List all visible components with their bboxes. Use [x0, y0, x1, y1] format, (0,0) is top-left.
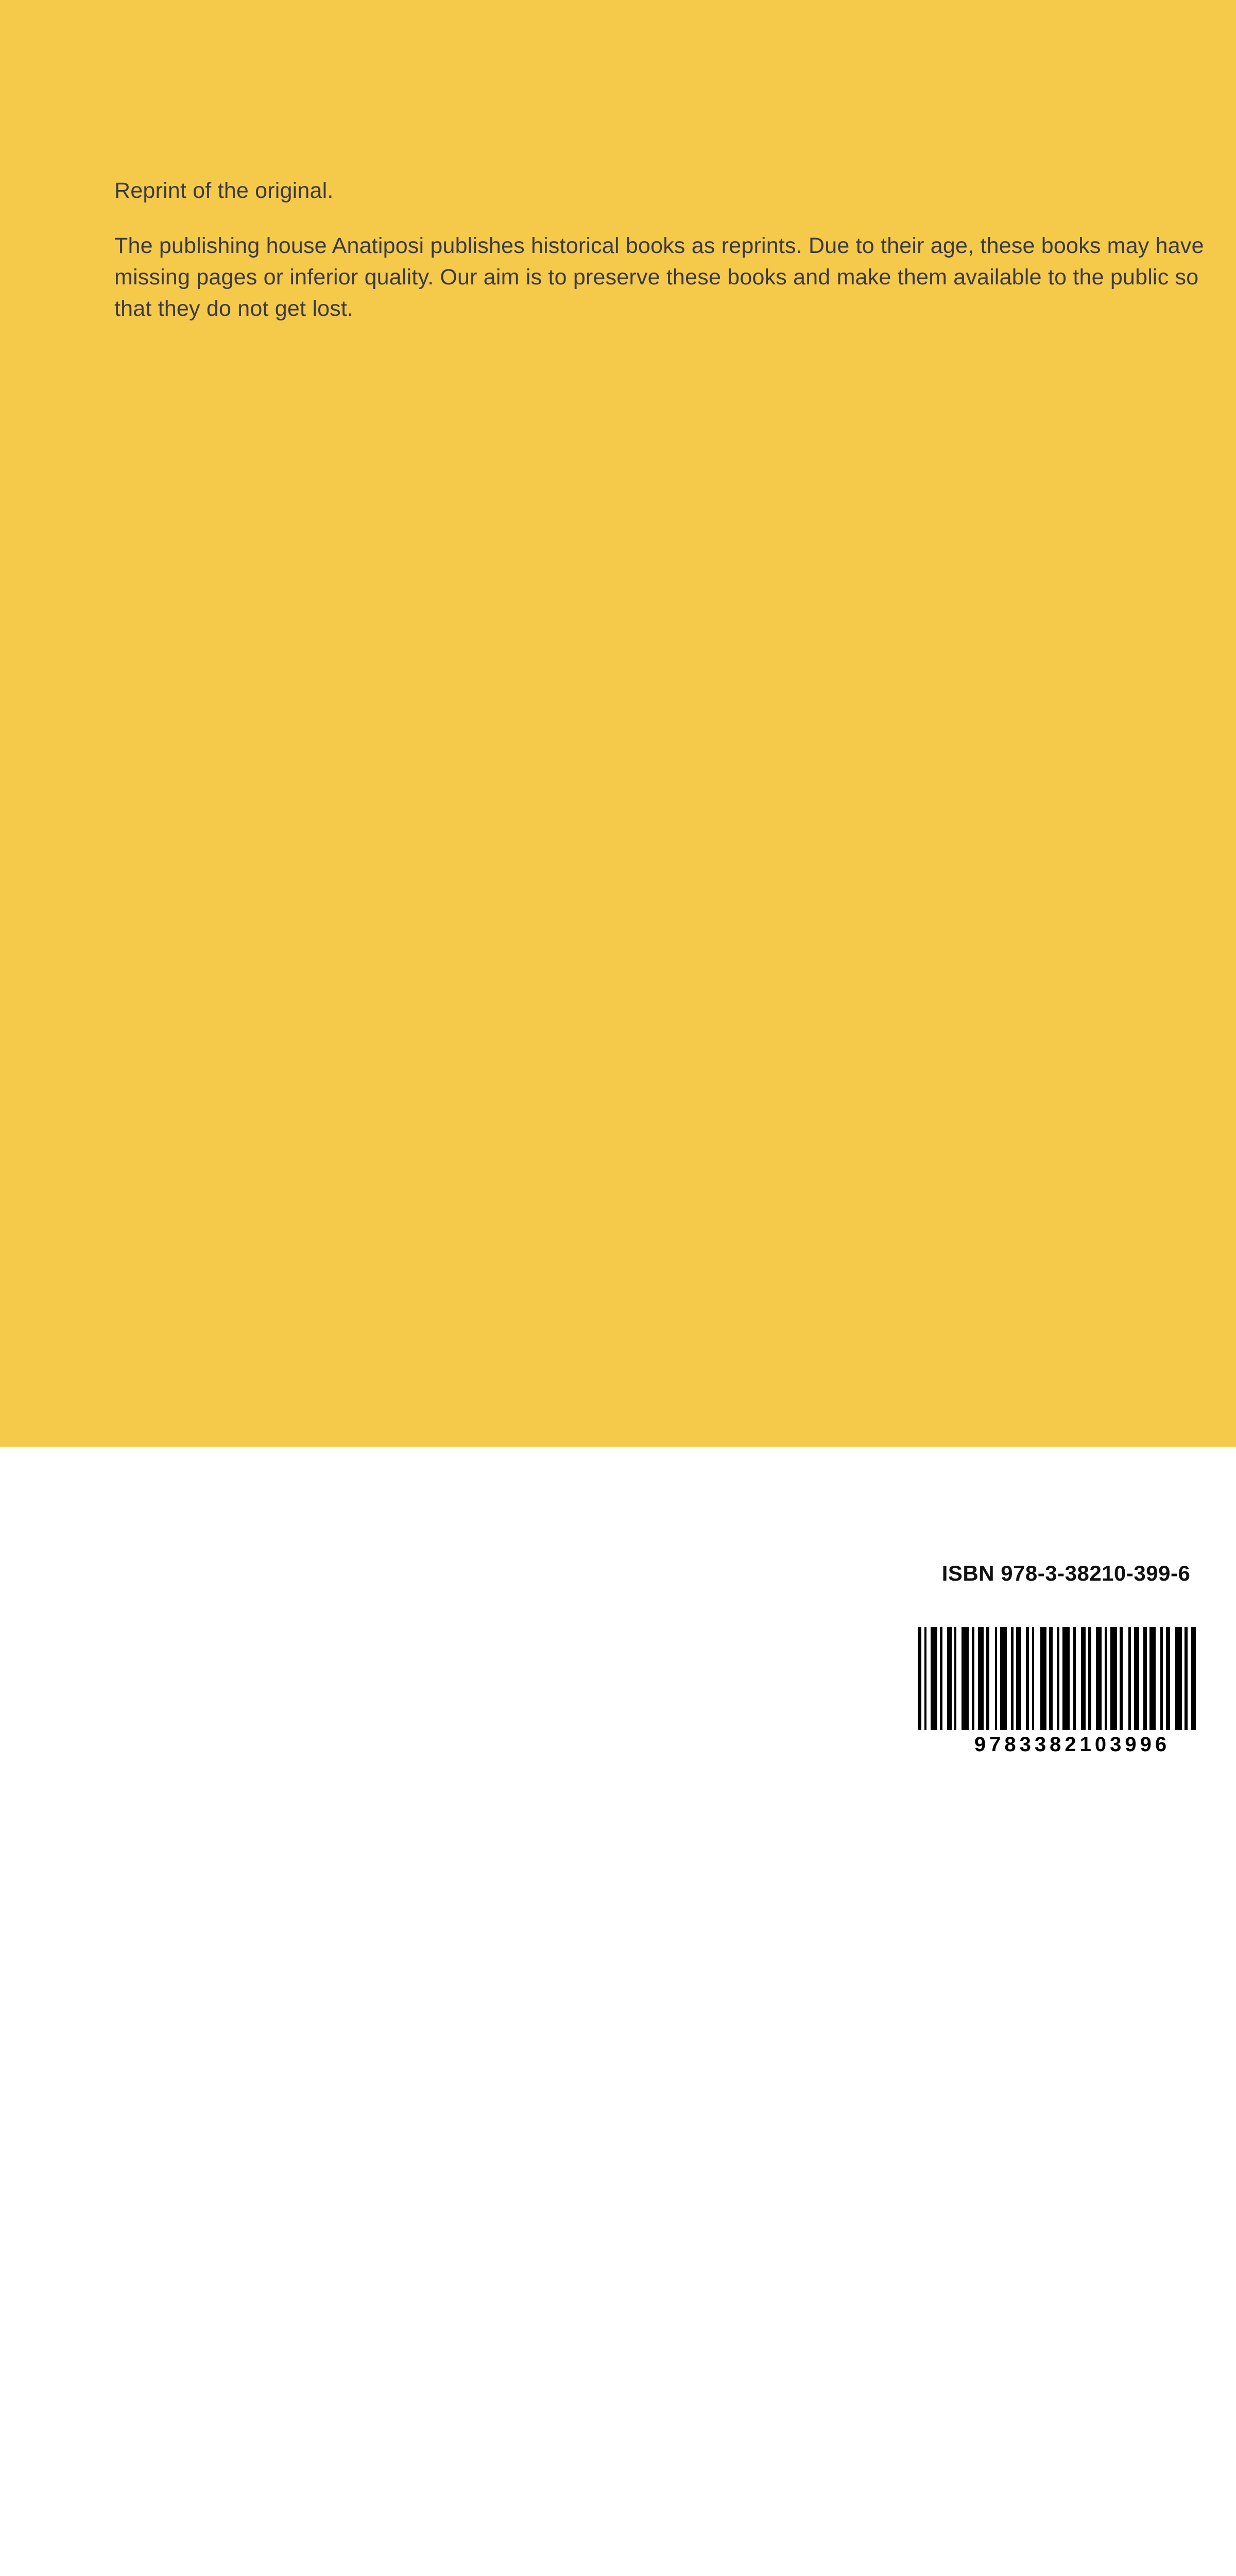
blurb-paragraph-2: The publishing house Anatiposi publishes historical books as reprints. Due to their age, these books may have missing pages or inferior quality. Our aim is to preserve these books and make them available to the public so that they do not get lost.: [114, 233, 1204, 321]
isbn-text: ISBN 978-3-38210-399-6: [941, 1561, 1191, 1585]
barcode-digits: 9783382103996: [974, 1733, 1171, 1756]
blurb-text: [114, 175, 1236, 325]
blurb-paragraph-1: Reprint of the original.: [114, 178, 334, 203]
barcode-block: [918, 1627, 1227, 1756]
isbn-block: [901, 1561, 1231, 1586]
bottom-white-area: [0, 1447, 1236, 1967]
barcode-icon: [918, 1627, 1227, 1730]
